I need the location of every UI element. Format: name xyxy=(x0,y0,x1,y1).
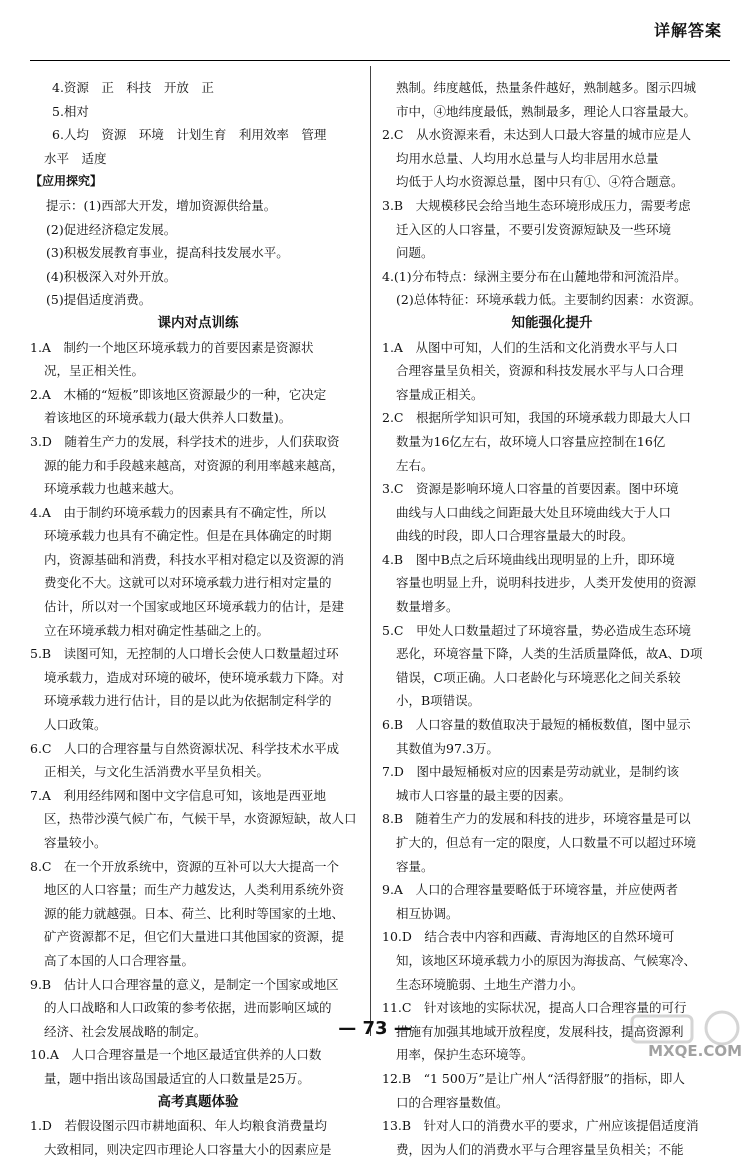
answer-line: (3)积极发展教育事业，提高科技发展水平。 xyxy=(46,245,289,261)
answer-line: 容量较小。 xyxy=(44,835,107,850)
answer-line: 5.C 甲处人口数量超过了环境容量，势必造成生态环境 xyxy=(382,622,691,638)
answer-line: 费变化不大。这就可以对环境承载力进行相对定量的 xyxy=(44,575,332,591)
answer-line: 措施有加强其地域开放程度，发展科技，提高资源利 xyxy=(396,1023,684,1039)
answer-line: 1.D 若假设图示四市耕地面积、年人均粮食消费量均 xyxy=(30,1118,327,1134)
answer-line: 6.B 人口容量的数值取决于最短的桶板数值，图中显示 xyxy=(382,717,691,733)
answer-line: 扩大的，但总有一定的限度，人口数量不可以超过环境 xyxy=(396,835,697,850)
answer-line: 大致相同，则决定四市理论人口容量大小的因素应是 xyxy=(44,1141,332,1157)
answer-line: 熟制。纬度越低，热量条件越好，熟制越多。图示四城 xyxy=(396,80,697,95)
answer-line: 容量。 xyxy=(396,858,434,874)
answer-line: 内，资源基础和消费，科技水平相对稳定以及资源的消 xyxy=(44,551,345,567)
answer-line: 均低于人均水资源总量，图中只有①、④符合题意。 xyxy=(396,174,684,190)
answer-line: 1.A 制约一个地区环境承载力的首要因素是资源状 xyxy=(30,339,314,355)
answer-line: 错误，C项正确。人口老龄化与环境恶化之间关系较 xyxy=(396,669,681,685)
answer-line: 相互协调。 xyxy=(396,905,459,921)
answer-line: 容量也明显上升，说明科技进步，人类开发使用的资源 xyxy=(396,575,697,591)
answer-line: 人口政策。 xyxy=(44,717,107,733)
column-divider xyxy=(370,66,371,1036)
header-title: 详解答案 xyxy=(653,21,722,40)
answer-line: 6.人均 资源 环境 计划生育 利用效率 管理 xyxy=(52,127,327,143)
answer-line: 容量成正相关。 xyxy=(396,386,484,402)
answer-line: 迁入区的人口容量，不要引发资源短缺及一些环境 xyxy=(396,221,672,237)
answer-line: 源的能力就越强。日本、荷兰、比利时等国家的土地、 xyxy=(44,905,345,921)
answer-line: 区，热带沙漠气候广布，气候干旱，水资源短缺，故人口 xyxy=(44,811,357,827)
answer-line: 3.D 随着生产力的发展，科学技术的进步，人们获取资 xyxy=(30,433,340,449)
answer-line: 环境承载力也具有不确定性。但是在具体确定的时期 xyxy=(44,528,332,544)
answer-line: 其数值为97.3万。 xyxy=(396,740,499,756)
right-column xyxy=(382,76,722,1161)
answer-line: 曲线的时段，即人口合理容量最大的时段。 xyxy=(396,528,634,544)
answer-line: 经济、社会发展战略的制定。 xyxy=(44,1023,207,1039)
answer-line: 的人口战略和人口政策的参考依据，进而影响区域的 xyxy=(44,1000,332,1016)
header-rule xyxy=(30,60,730,61)
answer-line: 11.C 针对该地的实际状况，提高人口合理容量的可行 xyxy=(382,1000,687,1016)
answer-line: 用率，保护生态环境等。 xyxy=(396,1047,534,1063)
answer-line: 2.C 从水资源来看，未达到人口最大容量的城市应是人 xyxy=(382,127,691,143)
answer-line: 左右。 xyxy=(396,457,434,473)
answer-line: 1.A 从图中可知，人们的生活和文化消费水平与人口 xyxy=(382,339,678,355)
answer-line: 问题。 xyxy=(396,245,434,261)
answer-line: 8.C 在一个开放系统中，资源的互补可以大大提高一个 xyxy=(30,858,339,874)
answer-line: 4.B 图中B点之后环境曲线出现明显的上升，即环境 xyxy=(382,551,675,567)
answer-line: 境承载力，造成对环境的破坏，使环境承载力下降。对 xyxy=(44,669,345,685)
answer-line: 5.B 读图可知，无控制的人口增长会使人口数量超过环 xyxy=(30,646,339,662)
answer-line: 知，该地区环境承载力小的原因为海拔高、气候寒冷、 xyxy=(396,952,697,968)
answer-line: 5.相对 xyxy=(52,103,89,119)
answer-line: 3.C 资源是影响环境人口容量的首要因素。图中环境 xyxy=(382,481,679,497)
answer-line: 6.C 人口的合理容量与自然资源状况、科学技术水平成 xyxy=(30,740,339,756)
answer-line: 立在环境承载力相对确定性基础之上的。 xyxy=(44,622,270,638)
answer-line: 环境承载力也越来越大。 xyxy=(44,481,182,497)
answer-line: 9.A 人口的合理容量要略低于环境容量，并应使两者 xyxy=(382,882,678,898)
answer-line: 曲线与人口曲线之间距最大处且环境曲线大于人口 xyxy=(396,504,672,520)
answer-line: 10.A 人口合理容量是一个地区最适宜供养的人口数 xyxy=(30,1047,322,1063)
answer-line: (2)总体特征：环境承载力低。主要制约因素：水资源。 xyxy=(396,292,702,308)
answer-line: 提示：(1)西部大开发，增加资源供给量。 xyxy=(46,197,277,213)
answer-line: 量，题中指出该岛国最适宜的人口数量是25万。 xyxy=(44,1070,310,1086)
left-column xyxy=(30,76,366,1161)
watermark-text: MXQE.COM xyxy=(648,1042,742,1060)
answer-line: 估计，所以对一个国家或地区环境承载力的估计，是建 xyxy=(44,599,345,615)
answer-line: 费，因为人们的消费水平与合理容量呈负相关；不能 xyxy=(396,1141,684,1157)
answer-line: (5)提倡适度消费。 xyxy=(46,292,152,308)
answer-line: 10.D 结合表中内容和西藏、青海地区的自然环境可 xyxy=(382,929,675,945)
section-tag: 【应用探究】 xyxy=(30,174,103,189)
section-heading: 高考真题体验 xyxy=(157,1093,239,1110)
answer-line: 合理容量呈负相关，资源和科技发展水平与人口合理 xyxy=(396,363,684,379)
answer-line: 高了本国的人口合理容量。 xyxy=(44,952,195,968)
answer-line: 源的能力和手段越来越高，对资源的利用率越来越高， xyxy=(44,457,345,473)
answer-line: 环境承载力进行估计，目的是以此为依据制定科学的 xyxy=(44,693,332,709)
answer-line: 4.(1)分布特点：绿洲主要分布在山麓地带和河流沿岸。 xyxy=(382,268,687,284)
answer-line: 况，呈正相关性。 xyxy=(44,363,145,379)
answer-line: 8.B 随着生产力的发展和科技的进步，环境容量是可以 xyxy=(382,811,691,827)
answer-line: 小，B项错误。 xyxy=(396,693,481,709)
answer-line: 矿产资源都不足，但它们大量进口其他国家的资源，提 xyxy=(44,929,345,945)
answer-line: 着该地区的环境承载力(最大供养人口数量)。 xyxy=(44,410,292,426)
answer-line: 12.B “1 500万”是让广州人“活得舒服”的指标，即人 xyxy=(382,1070,685,1086)
answer-line: 水平 适度 xyxy=(44,150,107,166)
answer-line: 市中，④地纬度最低，熟制最多，理论人口容量最大。 xyxy=(396,103,697,119)
answer-line: 均用水总量、人均用水总量与人均非居用水总量 xyxy=(396,150,659,166)
answer-line: (4)积极深入对外开放。 xyxy=(46,268,177,284)
answer-line: (2)促进经济稳定发展。 xyxy=(46,221,177,237)
answer-line: 2.A 木桶的“短板”即该地区资源最少的一种，它决定 xyxy=(30,386,327,402)
answer-line: 7.A 利用经纬网和图中文字信息可知，该地是西亚地 xyxy=(30,787,326,803)
answer-line: 2.C 根据所学知识可知，我国的环境承载力即最大人口 xyxy=(382,410,691,426)
answer-line: 数量增多。 xyxy=(396,599,459,615)
answer-line: 4.A 由于制约环境承载力的因素具有不确定性，所以 xyxy=(30,504,326,520)
answer-line: 生态环境脆弱、土地生产潜力小。 xyxy=(396,976,584,992)
answer-line: 数量为16亿左右，故环境人口容量应控制在16亿 xyxy=(396,433,666,449)
page-number: — 73 — xyxy=(338,1018,412,1039)
answer-line: 3.B 大规模移民会给当地生态环境形成压力，需要考虑 xyxy=(382,197,691,213)
answer-line: 恶化，环境容量下降，人类的生活质量降低，故A、D项 xyxy=(396,646,703,662)
answer-line: 正相关，与文化生活消费水平呈负相关。 xyxy=(44,764,270,780)
section-heading: 知能强化提升 xyxy=(511,314,593,331)
answer-line: 7.D 图中最短桶板对应的因素是劳动就业，是制约该 xyxy=(382,764,679,780)
answer-line: 城市人口容量的最主要的因素。 xyxy=(396,787,572,803)
answer-line: 地区的人口容量；而生产力越发达，人类利用系统外资 xyxy=(44,882,345,898)
answer-line: 13.B 针对人口的消费水平的要求，广州应该提倡适度消 xyxy=(382,1118,699,1134)
answer-line: 9.B 估计人口合理容量的意义，是制定一个国家或地区 xyxy=(30,976,339,992)
answer-line: 4.资源 正 科技 开放 正 xyxy=(52,80,214,95)
section-heading: 课内对点训练 xyxy=(157,314,239,331)
answer-line: 口的合理容量数值。 xyxy=(396,1094,509,1110)
